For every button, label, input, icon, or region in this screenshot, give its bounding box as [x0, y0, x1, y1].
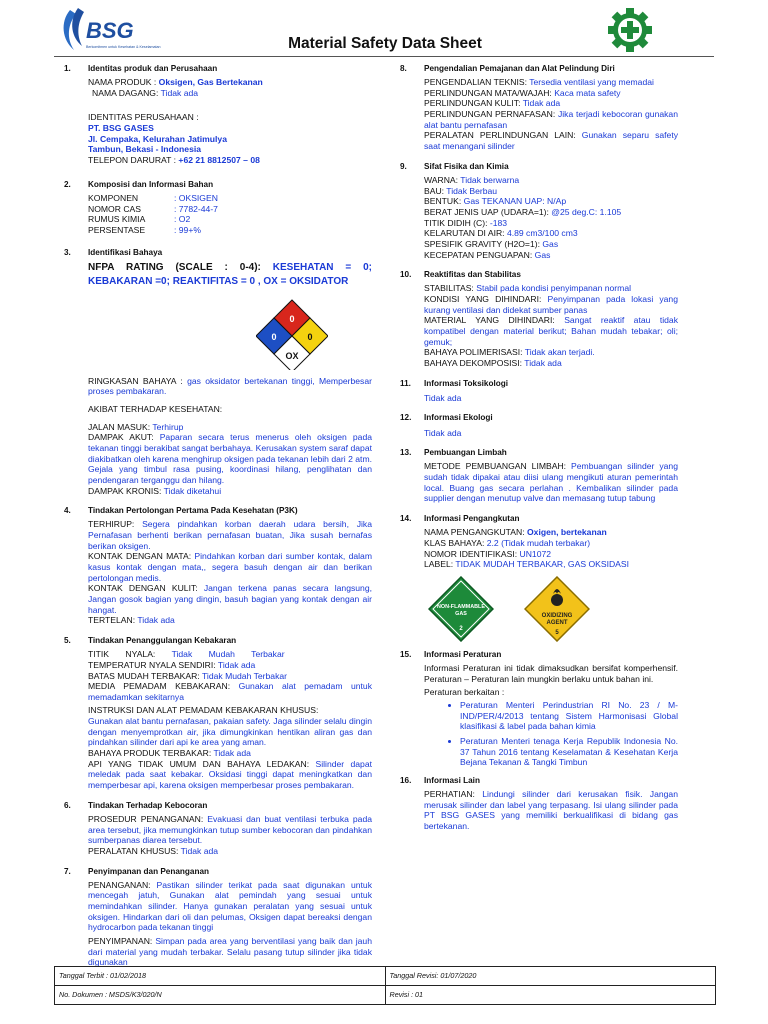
kelarutan: KELARUTAN DI AIR: 4.89 cm3/100 cm3: [424, 228, 578, 239]
section-title: Informasi Ekologi: [424, 413, 493, 423]
company-name: PT. BSG GASES: [88, 123, 154, 134]
perlindungan-lain: PERALATAN PERLINDUNGAN LAIN: Gunakan separu safety saat menangani silinder: [424, 130, 679, 152]
section-7: [54, 867, 372, 968]
svg-text:2: 2: [459, 625, 463, 632]
section-number: 12.: [400, 413, 412, 423]
section-title: Informasi Peraturan: [424, 649, 502, 659]
section-title: Tindakan Penanggulangan Kebakaran: [88, 636, 237, 646]
svg-text:OXIDIZING: OXIDIZING: [541, 612, 573, 619]
section-15: [390, 650, 678, 768]
instruksi-label: INSTRUKSI DAN ALAT PEMADAM KEBAKARAN KHUSUS:: [88, 705, 319, 716]
perhatian: PERHATIAN: Lindungi silinder dari kerusakan fisik. Jangan merusak silinder dan label yang terpasang. Isi ulang silinder pada PT BSG GASES yang memiliki berkualifikasi di bidang gas bertekanan.: [424, 789, 678, 832]
persentase-row: PERSENTASE : 99+%: [88, 224, 201, 235]
diamond-health: 0: [271, 331, 277, 342]
section-8: [390, 64, 678, 152]
telepon-line: TELEPON DARURAT : +62 21 8812507 – 08: [88, 155, 260, 166]
bsg-logo: [56, 4, 166, 56]
section-14: [390, 514, 678, 642]
material-dihindari: MATERIAL YANG DIHINDARI: Sangat reaktif atau tidak kompatibel dengan material berikut; Bahan mudah tebakar; oli; gemuk;: [424, 315, 678, 347]
section-4: [54, 506, 372, 626]
peraturan-intro: Informasi Peraturan ini tidak dimaksudkan bersifat komperhensif. Peraturan – Peraturan lain mungkin berlaku untuk bahan ini.: [424, 663, 678, 684]
toksikologi-value: Tidak ada: [424, 392, 462, 403]
ekologi-value: Tidak ada: [424, 427, 462, 438]
api-tidak-umum: API YANG TIDAK UMUM DAN BAHAYA LEDAKAN: Silinder dapat meledak pada saat kebakar. Oksidasi tinggi dapat meningkatkan dan memperbesar api, karena oksigen memperbesar proses pembakaran.: [88, 758, 372, 791]
section-number: 3.: [64, 247, 71, 257]
bahaya-polimerisasi: BAHAYA POLIMERISASI: Tidak akan terjadi.: [424, 347, 595, 358]
svg-text:GAS: GAS: [455, 610, 467, 617]
section-title: Sifat Fisika dan Kimia: [424, 161, 509, 171]
pengendalian-teknis: PENGENDALIAN TEKNIS: Tersedia ventilasi yang memadai: [424, 77, 654, 88]
oxidizing-agent-placard-icon: [524, 576, 590, 642]
section-title: Pembuangan Limbah: [424, 448, 507, 458]
kecepatan-penguapan: KECEPATAN PENGUAPAN: Gas: [424, 249, 551, 260]
diamond-special: OX: [285, 350, 299, 361]
section-5: [54, 636, 372, 791]
right-column: [390, 64, 678, 840]
warna: WARNA: Tidak berwarna: [424, 174, 520, 185]
dampak-kronis: DAMPAK KRONIS: Tidak diketahui: [88, 485, 222, 496]
bahaya-produk: BAHAYA PRODUK TERBAKAR: Tidak ada: [88, 748, 251, 759]
diamond-flammability: 0: [289, 313, 295, 324]
logo-tagline: Berkomitmen untuk Kesehatan & Keselamatan: [86, 45, 161, 49]
section-13: [390, 448, 678, 504]
kontak-kulit: KONTAK DENGAN KULIT: Jangan terkena panas secara langsung, Jangan gosok bagian yang dingin, basuh bagian yang kontak dengan air hangat.: [88, 583, 372, 615]
perlindungan-kulit: PERLINDUNGAN KULIT: Tidak ada: [424, 98, 561, 109]
section-title: Reaktifitas dan Stabilitas: [424, 270, 521, 280]
section-number: 2.: [64, 179, 71, 189]
section-12: [390, 413, 678, 438]
section-9: [390, 162, 678, 260]
nfpa-rating: NFPA RATING (SCALE : 0-4): KESEHATAN = 0; KEBAKARAN =0; REAKTIFITAS = 0 , OX = OKSIDATOR: [88, 261, 372, 288]
stabilitas: STABILITAS: Stabil pada kondisi penyimpanan normal: [424, 283, 632, 294]
section-number: 5.: [64, 636, 71, 646]
section-title: Identitas produk dan Perusahaan: [88, 64, 218, 73]
spesifik-gravity: SPESIFIK GRAVITY (H2O=1): Gas: [424, 238, 559, 249]
section-11: [390, 379, 678, 404]
label-line: LABEL: TIDAK MUDAH TERBAKAR, GAS OKSIDASI: [424, 559, 630, 570]
svg-text:5: 5: [555, 629, 559, 636]
ringkasan-bahaya: RINGKASAN BAHAYA : gas oksidator bertekanan tinggi, Memperbesar proses pembakaran.: [88, 375, 372, 397]
penanganan: PENANGANAN: Pastikan silinder terikat pada saat digunakan untuk mencegah jatuh, Gunakan alat pemindah yang sesuai untuk memindahkan silinder. Hanya gunakan peralatan yang sesuai untuk oksigen. Hindarkan dari oli dan pelumas, Oksigen dapat bereaksi dengan hydrocarbon pada tekanan tinggi: [88, 879, 372, 933]
nama-dagang-line: NAMA DAGANG: Tidak ada: [92, 87, 199, 98]
section-title: Tindakan Pertolongan Pertama Pada Kesehatan (P3K): [88, 506, 298, 516]
svg-text:NON-FLAMMABLE: NON-FLAMMABLE: [437, 603, 485, 610]
section-number: 4.: [64, 506, 71, 516]
section-2: [54, 180, 372, 236]
tanggal-revisi: Tanggal Revisi: 01/07/2020: [385, 967, 716, 986]
revisi: Revisi : 01: [385, 986, 716, 1005]
section-6: [54, 801, 372, 857]
titik-nyala: TITIK NYALA: Tidak Mudah Terbakar: [88, 649, 285, 660]
section-number: 16.: [400, 775, 412, 785]
list-item: • Peraturan Menteri Perindustrian RI No. 23 / M-IND/PER/4/2013 tentang Sistem Harmonisasi Global klasifikasi & label pada bahan kimia: [460, 700, 678, 732]
perlindungan-wajah: PERLINDUNGAN MATA/WAJAH: Kaca mata safety: [424, 87, 621, 98]
section-title: Penyimpanan dan Penanganan: [88, 866, 210, 876]
section-number: 1.: [64, 64, 71, 73]
diamond-reactivity: 0: [307, 331, 313, 342]
section-number: 9.: [400, 161, 407, 171]
peraturan-berkaitan: Peraturan berkaitan :: [424, 687, 505, 698]
bentuk: BENTUK: Gas TEKANAN UAP: N/Ap: [424, 196, 567, 207]
section-16: [390, 776, 678, 832]
peralatan-khusus: PERALATAN KHUSUS: Tidak ada: [88, 845, 219, 856]
section-number: 7.: [64, 866, 71, 876]
tanggal-terbit: Tanggal Terbit : 01/02/2018: [55, 967, 386, 986]
section-number: 8.: [400, 64, 407, 73]
prosedur-penanganan: PROSEDUR PENANGANAN: Evakuasi dan buat ventilasi terbuka pada area tersebut, jika memungkinkan tutup sumber kebocoran dan pindahkan sumberpanas diarea tersebut.: [88, 813, 373, 846]
nomor-cas-row: NOMOR CAS : 7782-44-7: [88, 203, 218, 214]
section-1: [54, 64, 372, 166]
kontak-mata: KONTAK DENGAN MATA: Pindahkan korban dari sumber kontak, dalam kasus kontak dengan mata,, segera basuh dengan air dan berikan pertolongan medis.: [88, 551, 372, 583]
section-number: 6.: [64, 800, 71, 810]
company-address-2: Tambun, Bekasi - Indonesia: [88, 144, 202, 155]
document-footer: [54, 966, 716, 1005]
section-title: Komposisi dan Informasi Bahan: [88, 179, 214, 189]
nomor-dokumen: No. Dokumen : MSDS/K3/020/N: [55, 986, 386, 1005]
safety-cross-emblem-icon: [606, 6, 654, 54]
rumus-kimia-row: RUMUS KIMIA : O2: [88, 214, 191, 225]
peraturan-list: [424, 700, 678, 768]
section-number: 14.: [400, 514, 412, 524]
non-flammable-gas-placard-icon: [428, 576, 494, 642]
temperatur-nyala: TEMPERATUR NYALA SENDIRI: Tidak ada: [88, 659, 256, 670]
perlindungan-pernafasan: PERLINDUNGAN PERNAFASAN: Jika terjadi kebocoran gunakan alat bantu pernafasan: [424, 109, 678, 130]
section-10: [390, 270, 678, 368]
titik-didih: TITIK DIDIH (C): -183: [424, 217, 508, 228]
section-title: Informasi Lain: [424, 775, 480, 785]
jalan-masuk: JALAN MASUK: Terhirup: [88, 421, 184, 432]
section-number: 15.: [400, 649, 412, 659]
dampak-akut: DAMPAK AKUT: Paparan secara terus menerus oleh oksigen pada tekanan tinggi berakibat sangat berbahaya. Kerusakan system saraf dapat diakibatkan oleh karena menghirup oksigen pada tekanan lebih dari 2 atm. Gejala yang timbul rasa pusing, koordinasi hilang, penglihatan dan pendengaran terganggu dan hilang.: [88, 432, 372, 485]
section-title: Identifikasi Bahaya: [88, 247, 163, 257]
left-column: [54, 64, 372, 976]
metode-pembuangan: METODE PEMBUANGAN LIMBAH: Pembuangan silinder yang sudah tidak dipakai atau diisi ulang mengikuti aturan pemerintah local. Buang gas secara perlahan . Kembalikan silinder pada supplier dengan menutup valve dan memasang tutup tabung: [424, 461, 678, 504]
nama-produk-line: NAMA PRODUK : Oksigen, Gas Bertekanan: [88, 77, 263, 88]
tertelan: TERTELAN: Tidak ada: [88, 615, 175, 626]
akibat-label: AKIBAT TERHADAP KESEHATAN:: [88, 404, 223, 415]
hazard-placards: [428, 576, 678, 642]
section-number: 11.: [400, 378, 411, 388]
komponen-row: KOMPONEN : OKSIGEN: [88, 192, 218, 203]
logo-text: BSG: [86, 18, 134, 43]
nfpa-diamond-icon: [256, 298, 328, 370]
bau: BAU: Tidak Berbau: [424, 185, 498, 196]
terhirup: TERHIRUP: Segera pindahkan korban daerah udara bersih, Jika Pernafasan berhenti berikan pernafasan buatan, Jika susah bernafas berikan oksigen.: [88, 519, 372, 551]
section-number: 13.: [400, 448, 412, 458]
identitas-label: IDENTITAS PERUSAHAAN :: [88, 112, 199, 123]
company-address-1: Jl. Cempaka, Kelurahan Jatimulya: [88, 133, 227, 144]
bahaya-dekomposisi: BAHAYA DEKOMPOSISI: Tidak ada: [424, 357, 562, 368]
section-title: Tindakan Terhadap Kebocoran: [88, 800, 208, 810]
nama-pengangkutan: NAMA PENGANGKUTAN: Oxigen, bertekanan: [424, 527, 607, 538]
instruksi-text: Gunakan alat bantu pernafasan, pakaian safety. Jaga silinder selalu dingin dengan menyemprotkan air, jika dimungkinkan hentikan aliran gas dan pindahkan silinder dari api ke area yang aman.: [88, 716, 372, 748]
berat-jenis-uap: BERAT JENIS UAP (UDARA=1): @25 deg.C: 1.105: [424, 206, 622, 217]
kondisi-dihindari: KONDISI YANG DIHINDARI: Penyimpanan pada lokasi yang kurang ventilasi dan didekat sumber panas: [424, 294, 678, 315]
section-title: Informasi Toksikologi: [424, 378, 509, 388]
nomor-identifikasi: NOMOR IDENTIFIKASI: UN1072: [424, 548, 552, 559]
klas-bahaya: KLAS BAHAYA: 2.2 (Tidak mudah terbakar): [424, 537, 591, 548]
document-header: [0, 0, 768, 62]
penyimpanan: PENYIMPANAN: Simpan pada area yang berventilasi yang baik dan jauh dari material yang mudah terbakar. Selalu pasang tutup silinder jika tidak digunakan: [88, 935, 372, 968]
document-title: Material Safety Data Sheet: [288, 35, 482, 52]
list-item: • Peraturan Menteri tenaga Kerja Republik Indonesia No. 37 Tahun 2016 tentang Keselamatan & Kesehatan Kerja Bejana Tekanan & Tangki Timbun: [460, 736, 678, 768]
section-title: Informasi Pengangkutan: [424, 514, 520, 524]
media-pemadam: MEDIA PEMADAM KEBAKARAN: Gunakan alat pemadam untuk memadamkan sekitarnya: [88, 681, 373, 702]
section-number: 10.: [400, 270, 412, 280]
svg-text:AGENT: AGENT: [546, 619, 568, 626]
section-title: Pengendalian Pemajanan dan Alat Pelindung Diri: [424, 64, 615, 73]
section-3: [54, 248, 372, 497]
batas-mudah-terbakar: BATAS MUDAH TERBAKAR: Tidak Mudah Terbakar: [88, 670, 288, 681]
header-divider: [54, 56, 714, 57]
